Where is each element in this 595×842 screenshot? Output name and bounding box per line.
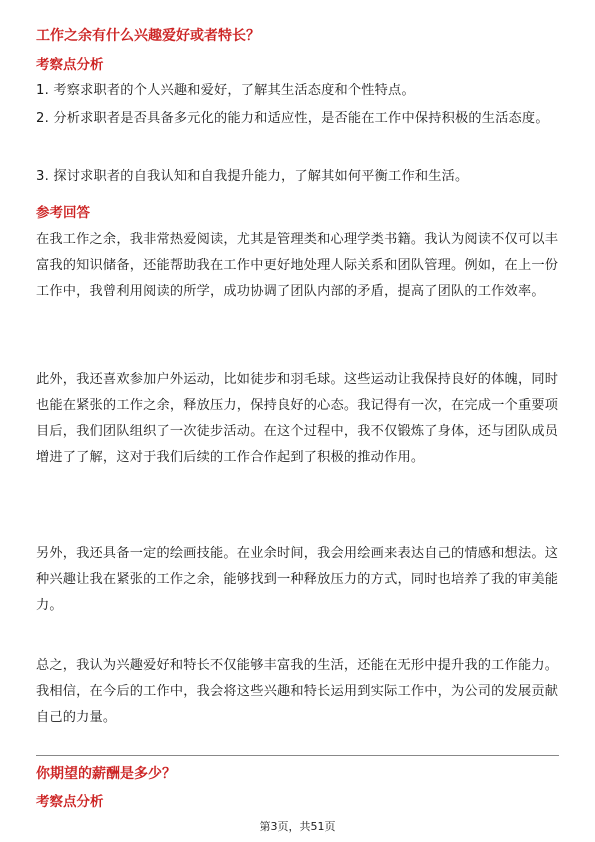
answer-paragraph: 此外，我还喜欢参加户外运动，比如徒步和羽毛球。这些运动让我保持良好的体魄，同时也能在紧张的工作之余，释放压力，保持良好的心态。我记得有一次，在完成一个重要项目后，我们团队组织了一次徒步活动。在这个过程中，我不仅锻炼了身体，还与团队成员增进了了解，这对于我们后续的工作合作起到了积极的推动作用。 [36,372,559,465]
answer-paragraph: 总之，我认为兴趣爱好和特长不仅能够丰富我的生活，还能在无形中提升我的工作能力。我相信，在今后的工作中，我会将这些兴趣和特长运用到实际工作中，为公司的发展贡献自己的力量。 [36,658,559,725]
question-title: 工作之余有什么兴趣爱好或者特长？ [36,28,260,44]
analysis-item: 2. 分析求职者是否具备多元化的能力和适应性，是否能在工作中保持积极的生活态度。 [36,111,549,126]
answer-paragraph: 另外，我还具备一定的绘画技能。在业余时间，我会用绘画来表达自己的情感和想法。这种兴趣让我在紧张的工作之余，能够找到一种释放压力的方式，同时也培养了我的审美能力。 [36,546,559,613]
analysis-heading: 考察点分析 [36,57,104,73]
page-number: 第3页，共51页 [259,820,336,833]
section-divider [36,755,559,756]
analysis-item: 1. 考察求职者的个人兴趣和爱好，了解其生活态度和个性特点。 [36,83,415,98]
answer-paragraph: 在我工作之余，我非常热爱阅读，尤其是管理类和心理学类书籍。我认为阅读不仅可以丰富我的知识储备，还能帮助我在工作中更好地处理人际关系和团队管理。例如，在上一份工作中，我曾利用阅读的所学，成功协调了团队内部的矛盾，提高了团队的工作效率。 [36,232,559,299]
analysis-item: 3. 探讨求职者的自我认知和自我提升能力，了解其如何平衡工作和生活。 [36,169,469,184]
question-title: 你期望的薪酬是多少？ [36,766,176,782]
analysis-heading: 考察点分析 [36,794,104,810]
answer-heading: 参考回答 [36,205,90,221]
